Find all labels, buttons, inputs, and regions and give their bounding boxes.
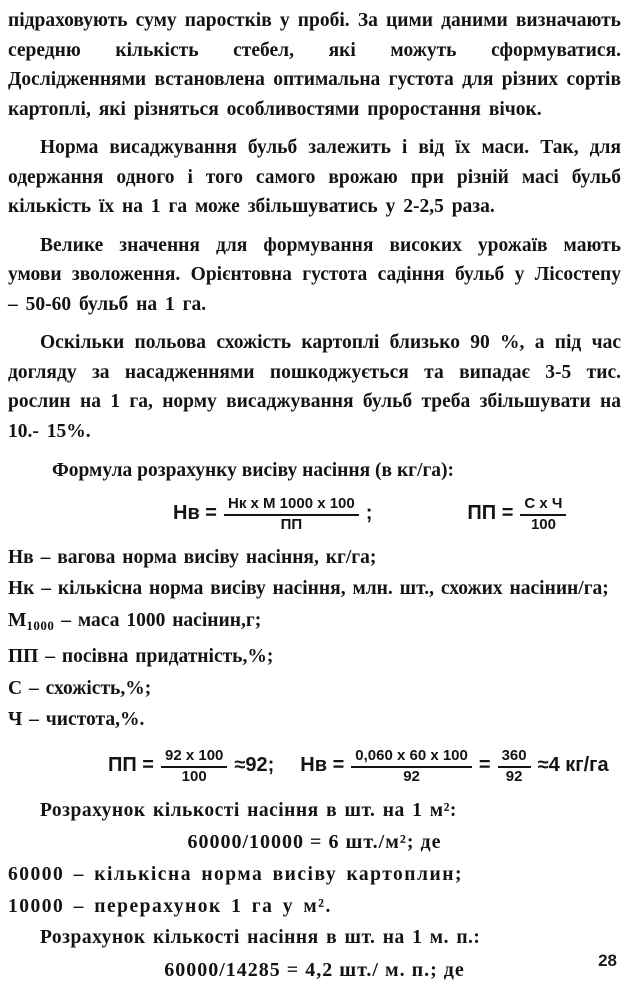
formula-row-1: [8, 494, 621, 534]
definition-hv: Нв – вагова норма висіву насіння, кг/га;: [8, 546, 377, 568]
paragraph-sprouts: підраховують суму паростків у пробі. За цими даними визначають середню кількість стебел, які можуть сформуватися. Дослідженнями встановлена оптимальна густота для різних сортів картоплі, які різняться особливостями проростання вічок.: [8, 10, 621, 120]
definition-m1000-symbol: М: [8, 609, 27, 631]
example-pp: [108, 746, 274, 786]
formula-hv-lhs: Нв =: [173, 502, 217, 524]
example-hv-result: ≈4 кг/га: [537, 754, 609, 776]
formula-pp: [467, 494, 566, 534]
calc-per-meter-equation: 60000/14285 = 4,2 шт./ м. п.; де: [164, 958, 465, 981]
calc-per-meter-intro: Розрахунок кількості насіння в шт. на 1 м. п.:: [40, 927, 481, 948]
calc-per-m2-intro: Розрахунок кількості насіння в шт. на 1 м²:: [40, 799, 457, 821]
page-number: 28: [598, 951, 617, 970]
fraction-denominator: 100: [181, 767, 207, 785]
definitions-list: [8, 542, 621, 736]
example-pp-lhs: ПП =: [108, 754, 154, 776]
paragraph-planting-norm: Норма висаджування бульб залежить і від їх маси. Так, для одержання одного і того самого врожаю при різній масі бульб кількість їх на 1 га може збільшуватись у 2-2,5 раза.: [8, 137, 621, 217]
fraction-denominator: ПП: [280, 515, 303, 533]
calc-per-m2-note-60000: 60000 – кількісна норма висіву картоплин;: [8, 864, 463, 885]
definition-hk: Нк – кількісна норма висіву насіння, млн. шт., схожих насінин/га;: [8, 578, 609, 599]
example-hv-equals: =: [478, 754, 491, 776]
fraction-denominator: 92: [403, 767, 420, 785]
formula-intro-line: Формула розрахунку висіву насіння (в кг/га):: [52, 460, 455, 481]
definition-m1000: [8, 605, 621, 642]
paragraph-field-germination: Оскільки польова схожість картоплі близько 90 %, а під час догляду за насадженнями пошкоджується та випадає 3-5 тис. рослин на 1 га, норму висаджування бульб треба збільшувати на 10.- 15%.: [8, 332, 621, 442]
paragraph-moisture: Велике значення для формування високих урожаїв мають умови зволоження. Орієнтовна густота садіння бульб у Лісостепу – 50-60 бульб на 1 га.: [8, 234, 621, 315]
example-hv-fraction-2: [498, 746, 531, 786]
calc-per-m2-note-10000: 10000 – перерахунок 1 га у м².: [8, 895, 332, 917]
formula-pp-lhs: ПП =: [467, 502, 514, 524]
example-pp-result: ≈92;: [234, 754, 275, 776]
fraction-numerator: С х Ч: [520, 494, 566, 516]
example-hv: [300, 746, 608, 786]
fraction-numerator: Нк х М 1000 х 100: [224, 494, 359, 516]
definition-ch: Ч – чистота,%.: [8, 709, 145, 730]
example-hv-fraction-1: [351, 746, 472, 786]
definition-m1000-subscript: 1000: [26, 617, 55, 633]
fraction-numerator: 360: [498, 746, 531, 768]
fraction-numerator: 0,060 х 60 х 100: [351, 746, 472, 768]
fraction-denominator: 100: [530, 515, 556, 533]
definition-pp: ПП – посівна придатність,%;: [8, 646, 274, 667]
fraction-denominator: 92: [505, 767, 523, 785]
formula-hv-fraction: [224, 494, 359, 534]
example-hv-lhs: Нв =: [300, 754, 345, 776]
formula-hv: [173, 494, 372, 534]
formula-hv-suffix: ;: [365, 502, 373, 524]
formula-pp-fraction: [520, 494, 566, 534]
calc-per-m2-equation: 60000/10000 = 6 шт./м²; де: [187, 831, 442, 853]
definition-s: С – схожість,%;: [8, 677, 152, 699]
fraction-numerator: 92 х 100: [161, 746, 227, 768]
definition-m1000-text: – маса 1000 насінин,г;: [54, 609, 262, 631]
example-pp-fraction: [161, 746, 227, 786]
formula-row-2: [8, 746, 621, 786]
